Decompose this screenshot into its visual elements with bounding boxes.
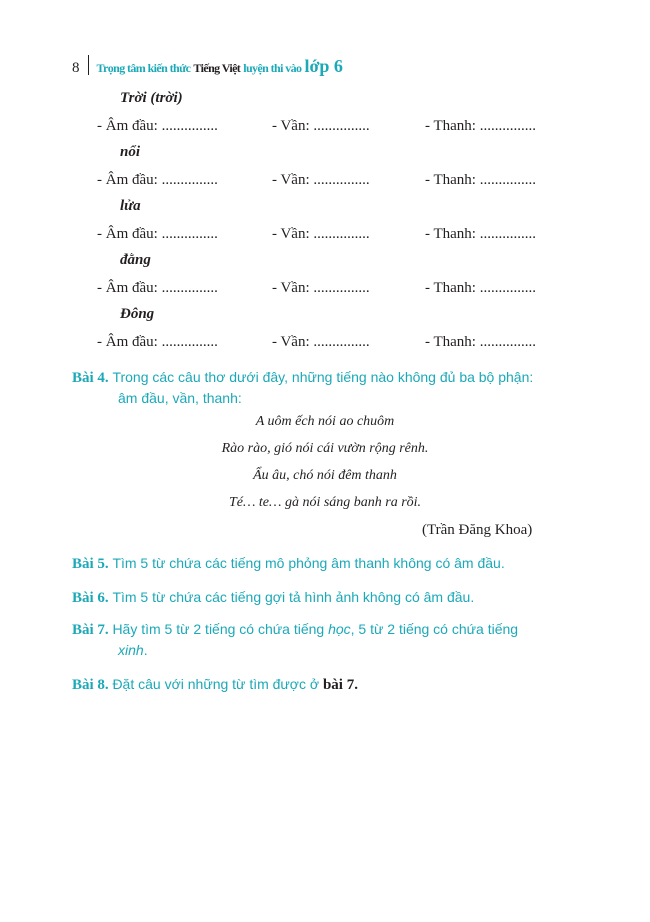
am-dau-blank: - Âm đầu: ............... — [97, 280, 218, 296]
analysis-row — [0, 280, 650, 300]
exercise-5-text: Tìm 5 từ chứa các tiếng mô phỏng âm thanh không có âm đầu. — [112, 555, 505, 571]
analysis-word: Đông — [120, 306, 155, 322]
exercise-7-text-cont — [118, 642, 148, 658]
poem-line: Ẩu âu, chó nói đêm thanh — [253, 468, 397, 483]
thanh-blank: - Thanh: ............... — [425, 172, 536, 188]
header-divider — [88, 55, 89, 75]
exercise-4-label: Bài 4. — [72, 370, 109, 386]
exercise-4-text: Trong các câu thơ dưới đây, những tiếng nào không đủ ba bộ phận: — [112, 369, 534, 385]
exercise-5 — [72, 555, 505, 573]
thanh-blank: - Thanh: ............... — [425, 118, 536, 134]
book-title-part-4: lớp 6 — [304, 56, 343, 76]
thanh-blank: - Thanh: ............... — [425, 280, 536, 296]
exercise-4-text-cont: âm đầu, vần, thanh: — [118, 390, 242, 406]
exercise-8 — [72, 676, 358, 694]
exercise-8-end: . — [354, 677, 358, 693]
analysis-word: đằng — [120, 252, 151, 268]
exercise-7-word-2: xinh — [118, 642, 144, 658]
poem-line: A uôm ếch nói ao chuôm — [255, 414, 395, 429]
van-blank: - Vần: ............... — [272, 334, 370, 350]
exercise-6-label: Bài 6. — [72, 590, 109, 606]
exercise-7 — [72, 621, 518, 639]
analysis-word: nổi — [120, 144, 141, 160]
exercise-8-label: Bài 8. — [72, 677, 109, 693]
exercise-8-ref: bài 7 — [322, 677, 355, 693]
am-dau-blank: - Âm đầu: ............... — [97, 226, 218, 242]
analysis-word: Trời (trời) — [120, 90, 183, 106]
van-blank: - Vần: ............... — [272, 118, 370, 134]
exercise-6-text: Tìm 5 từ chứa các tiếng gợi tả hình ảnh không có âm đầu. — [112, 589, 475, 605]
exercise-7-text-c: . — [143, 642, 148, 658]
am-dau-blank: - Âm đầu: ............... — [97, 172, 218, 188]
exercise-7-word-1: học — [328, 621, 351, 637]
exercise-7-label: Bài 7. — [72, 622, 109, 638]
exercise-8-text — [112, 676, 358, 692]
exercise-5-label: Bài 5. — [72, 556, 109, 572]
am-dau-blank: - Âm đầu: ............... — [97, 334, 218, 350]
thanh-blank: - Thanh: ............... — [425, 334, 536, 350]
exercise-7-text — [112, 621, 518, 637]
book-title-part-2: Tiếng Việt — [193, 61, 241, 75]
poem-line: Té… te… gà nói sáng banh ra rồi. — [228, 495, 422, 510]
am-dau-blank: - Âm đầu: ............... — [97, 118, 218, 134]
analysis-word: lửa — [120, 198, 141, 214]
van-blank: - Vần: ............... — [272, 280, 370, 296]
page-number: 8 — [72, 60, 80, 76]
van-blank: - Vần: ............... — [272, 226, 370, 242]
analysis-row — [0, 118, 650, 138]
thanh-blank: - Thanh: ............... — [425, 226, 536, 242]
analysis-row — [0, 172, 650, 192]
exercise-6 — [72, 589, 474, 607]
analysis-row — [0, 334, 650, 354]
book-title-part-3: luyện thi vào — [243, 61, 302, 75]
analysis-row — [0, 226, 650, 246]
exercise-7-text-b: , 5 từ 2 tiếng có chứa tiếng — [350, 621, 519, 637]
poem-author: (Trần Đăng Khoa) — [422, 522, 533, 538]
page-header — [72, 52, 343, 76]
exercise-8-text-main: Đặt câu với những từ tìm được ở — [112, 676, 320, 692]
book-title-part-1: Trọng tâm kiến thức — [96, 61, 191, 75]
poem-line: Rào rào, gió nói cái vườn rộng rênh. — [221, 441, 429, 456]
exercise-4 — [72, 369, 533, 387]
van-blank: - Vần: ............... — [272, 172, 370, 188]
exercise-7-text-a: Hãy tìm 5 từ 2 tiếng có chứa tiếng — [112, 621, 325, 637]
